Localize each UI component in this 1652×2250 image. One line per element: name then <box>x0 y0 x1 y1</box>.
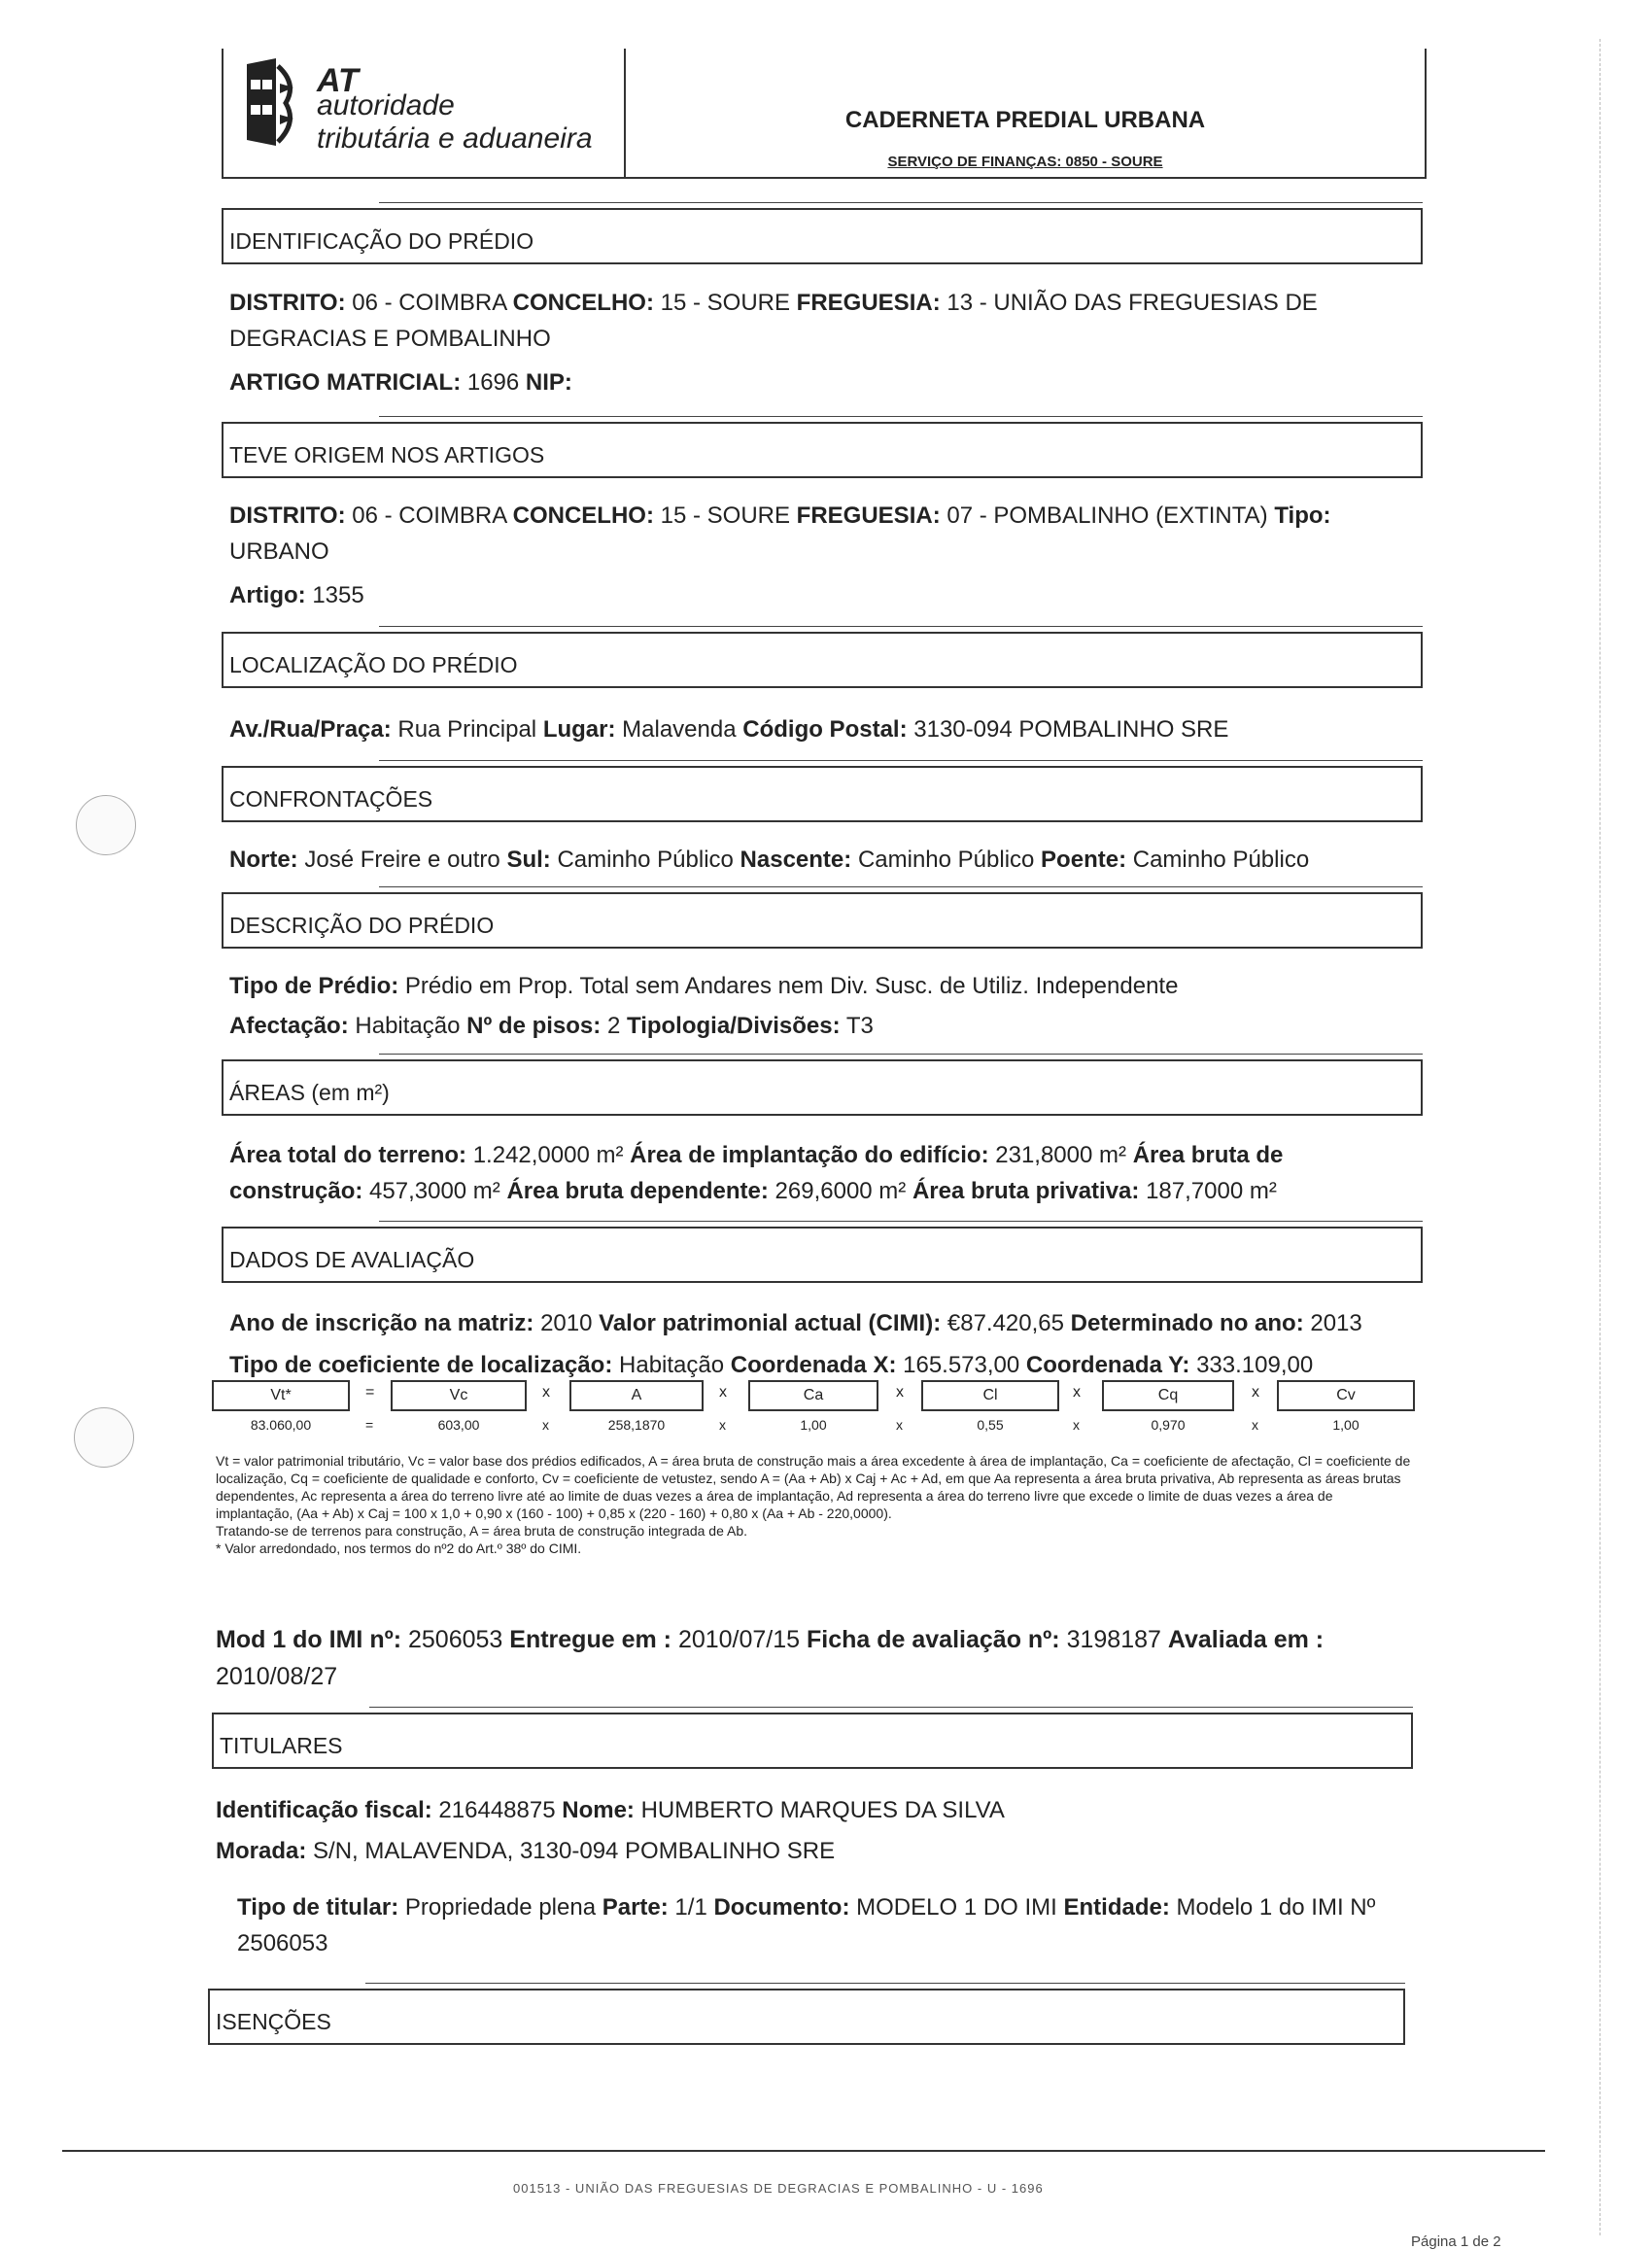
page-title: CADERNETA PREDIAL URBANA <box>844 107 1206 133</box>
afectacao-label: Afectação: <box>229 1013 349 1039</box>
sul-label: Sul: <box>506 847 551 873</box>
formula-op: x <box>1073 1384 1081 1401</box>
avaliada-label: Avaliada em : <box>1167 1626 1325 1653</box>
avaliacao-ano-line <box>229 1305 1405 1341</box>
section-avaliacao <box>222 1227 1423 1283</box>
section-title: CONFRONTAÇÕES <box>229 786 433 812</box>
determinado-label: Determinado no ano: <box>1070 1310 1304 1336</box>
tipo-predio-label: Tipo de Prédio: <box>229 973 399 999</box>
formula-cv-value: 1,00 <box>1332 1417 1359 1433</box>
sul-value: Caminho Público <box>557 847 734 873</box>
page-number: Página 1 de 2 <box>1411 2233 1501 2250</box>
document-header <box>222 49 1427 179</box>
area-bruta-dependente-value: 269,6000 m² <box>774 1178 907 1204</box>
documento-value: MODELO 1 DO IMI <box>856 1894 1057 1921</box>
formula-op: x <box>719 1384 727 1401</box>
formula-op: x <box>1073 1417 1080 1433</box>
entidade-value: Modelo 1 do IMI Nº 2506053 <box>237 1894 1376 1956</box>
entregue-value: 2010/07/15 <box>677 1626 801 1653</box>
formula-vt-value: 83.060,00 <box>250 1417 312 1433</box>
service-subtitle: SERVIÇO DE FINANÇAS: 0850 - SOURE <box>887 154 1163 170</box>
norte-label: Norte: <box>229 847 298 873</box>
formula-op: x <box>896 1417 903 1433</box>
distrito-value: 06 - COIMBRA <box>352 290 506 316</box>
distrito-label: DISTRITO: <box>229 290 346 316</box>
valor-patrimonial-label: Valor patrimonial actual (CIMI): <box>599 1310 942 1336</box>
area-terreno-value: 1.242,0000 m² <box>472 1142 624 1168</box>
nip-label: NIP: <box>525 369 572 396</box>
coord-y-label: Coordenada Y: <box>1025 1352 1190 1378</box>
punch-hole-bottom <box>74 1407 134 1468</box>
rua-label: Av./Rua/Praça: <box>229 716 392 743</box>
area-bruta-construcao-value: 457,3000 m² <box>369 1178 500 1204</box>
area-terreno-label: Área total do terreno: <box>229 1142 467 1168</box>
section-rule <box>379 1054 1423 1055</box>
section-localizacao <box>222 632 1423 688</box>
formula-note-arredondado: * Valor arredondado, nos termos do nº2 do Art.º 38º do CIMI. <box>216 1540 582 1556</box>
section-titulares <box>212 1713 1413 1769</box>
coef-localizacao-value: Habitação <box>619 1352 725 1378</box>
formula-note-definitions: Vt = valor patrimonial tributário, Vc = valor base dos prédios edificados, A = área bruta de construção mais a área excedente à área de implantação, Ca = coeficiente de afectação, Cl = coeficiente de localização, Cq = coeficiente de qualidade e conforto, Cv = coeficiente de vetustez, sendo A = (Aa + Ab) x Caj + Ac + Ad, em que Aa representa a área bruta privativa, Ab representa as áreas brutas dependentes, Ac representa a área do terreno livre até ao limite de duas vezes a área de implantação, Ad representa a área do terreno livre que excede o limite de duas vezes a área de implantação, (Aa + Ab) x Caj = 100 x 1,0 + 0,90 x (160 - 100) + 0,85 x (220 - 160) + 0,80 x (Aa + Ab - 220,0000). <box>216 1453 1411 1521</box>
at-emblem-icon <box>237 54 301 152</box>
formula-op: x <box>719 1417 726 1433</box>
concelho-value: 15 - SOURE <box>660 290 790 316</box>
nome-value: HUMBERTO MARQUES DA SILVA <box>640 1797 1005 1823</box>
nascente-value: Caminho Público <box>857 847 1035 873</box>
ficha-value: 3198187 <box>1066 1626 1161 1653</box>
coord-x-label: Coordenada X: <box>730 1352 897 1378</box>
tipologia-label: Tipologia/Divisões: <box>626 1013 841 1039</box>
titulares-tipo-line <box>237 1889 1413 1961</box>
nif-value: 216448875 <box>438 1797 556 1823</box>
formula-ca-box: Ca <box>748 1380 878 1411</box>
lugar-value: Malavenda <box>622 716 737 743</box>
section-rule <box>379 626 1423 627</box>
pisos-label: Nº de pisos: <box>466 1013 602 1039</box>
origem-details <box>229 498 1405 570</box>
formula-op: x <box>1252 1384 1259 1401</box>
section-rule <box>365 1983 1405 1984</box>
confrontacoes-details <box>229 842 1405 878</box>
formula-notes <box>216 1452 1411 1557</box>
avaliada-value: 2010/08/27 <box>216 1663 338 1690</box>
descricao-afectacao-line <box>229 1008 1405 1044</box>
formula-a-value: 258,1870 <box>607 1417 666 1433</box>
area-bruta-construcao-label: Área bruta de construção: <box>229 1142 1284 1204</box>
morada-label: Morada: <box>216 1838 307 1864</box>
section-rule <box>379 202 1423 203</box>
identificacao-details <box>229 285 1405 357</box>
nascente-label: Nascente: <box>740 847 852 873</box>
section-descricao <box>222 892 1423 949</box>
origem-freguesia-label: FREGUESIA: <box>796 502 941 529</box>
norte-value: José Freire e outro <box>304 847 500 873</box>
origem-distrito-label: DISTRITO: <box>229 502 346 529</box>
freguesia-label: FREGUESIA: <box>796 290 941 316</box>
section-title: DESCRIÇÃO DO PRÉDIO <box>229 913 495 938</box>
origem-artigo-line <box>229 577 1405 613</box>
coord-x-value: 165.573,00 <box>903 1352 1020 1378</box>
section-title: ÁREAS (em m²) <box>229 1080 390 1105</box>
logo-line-2: tributária e aduaneira <box>317 122 593 155</box>
artigo-value: 1696 <box>466 369 520 396</box>
coord-y-value: 333.109,00 <box>1196 1352 1314 1378</box>
origem-concelho-label: CONCELHO: <box>512 502 654 529</box>
logo-at: AT <box>317 62 359 99</box>
formula-op: = <box>365 1417 374 1433</box>
determinado-value: 2013 <box>1310 1310 1362 1336</box>
section-title: ISENÇÕES <box>216 2009 331 2034</box>
localizacao-details <box>229 711 1405 747</box>
footer-reference: 001513 - UNIÃO DAS FREGUESIAS DE DEGRACIAS E POMBALINHO - U - 1696 <box>513 2181 1044 2196</box>
afectacao-value: Habitação <box>355 1013 461 1039</box>
formula-vc-box: Vc <box>391 1380 527 1411</box>
descricao-tipo-line <box>229 968 1405 1004</box>
section-rule <box>379 886 1423 887</box>
section-title: TEVE ORIGEM NOS ARTIGOS <box>229 442 545 467</box>
valor-patrimonial-value: €87.420,65 <box>946 1310 1064 1336</box>
ficha-label: Ficha de avaliação nº: <box>807 1626 1060 1653</box>
punch-hole-top <box>76 795 136 855</box>
logo-line-1: autoridade <box>317 89 455 121</box>
section-title: IDENTIFICAÇÃO DO PRÉDIO <box>229 228 534 254</box>
formula-note-terrenos: Tratando-se de terrenos para construção, A = área bruta de construção integrada de Ab. <box>216 1523 747 1539</box>
ano-inscricao-value: 2010 <box>540 1310 593 1336</box>
tipo-titular-value: Propriedade plena <box>404 1894 597 1921</box>
freguesia-value: 13 - UNIÃO DAS FREGUESIAS DE DEGRACIAS E POMBALINHO <box>229 290 1318 352</box>
formula-op: x <box>542 1417 549 1433</box>
entregue-label: Entregue em : <box>509 1626 671 1653</box>
area-bruta-dependente-label: Área bruta dependente: <box>506 1178 769 1204</box>
section-identificacao <box>222 208 1423 264</box>
section-origem <box>222 422 1423 478</box>
documento-label: Documento: <box>713 1894 850 1921</box>
section-rule <box>379 416 1423 417</box>
origem-distrito-value: 06 - COIMBRA <box>352 502 506 529</box>
section-rule <box>379 760 1423 761</box>
formula-cl-box: Cl <box>921 1380 1059 1411</box>
entidade-label: Entidade: <box>1063 1894 1170 1921</box>
section-confrontacoes <box>222 766 1423 822</box>
pisos-value: 2 <box>606 1013 621 1039</box>
formula-cq-box: Cq <box>1102 1380 1234 1411</box>
tipo-titular-label: Tipo de titular: <box>237 1894 399 1921</box>
tipologia-value: T3 <box>845 1013 874 1039</box>
codigo-postal-value: 3130-094 POMBALINHO SRE <box>913 716 1229 743</box>
mod-value: 2506053 <box>408 1626 503 1653</box>
area-bruta-privativa-value: 187,7000 m² <box>1146 1178 1277 1204</box>
formula-op: x <box>896 1384 904 1401</box>
mod-label: Mod 1 do IMI nº: <box>216 1626 402 1653</box>
nif-label: Identificação fiscal: <box>216 1797 432 1823</box>
area-implantacao-label: Área de implantação do edifício: <box>630 1142 989 1168</box>
section-areas <box>222 1059 1423 1116</box>
section-title: LOCALIZAÇÃO DO PRÉDIO <box>229 652 518 677</box>
formula-op: x <box>542 1384 550 1401</box>
footer-rule <box>62 2150 1545 2152</box>
formula-vt-box: Vt* <box>212 1380 350 1411</box>
ano-inscricao-label: Ano de inscrição na matriz: <box>229 1310 534 1336</box>
formula-cl-value: 0,55 <box>977 1417 1004 1433</box>
lugar-label: Lugar: <box>542 716 616 743</box>
titulares-nif-line <box>216 1792 1392 1828</box>
titulares-morada-line <box>216 1833 1392 1869</box>
origem-concelho-value: 15 - SOURE <box>660 502 790 529</box>
avaliacao-modelo-line <box>216 1621 1392 1695</box>
origem-artigo-label: Artigo: <box>229 582 306 608</box>
origem-tipo-label: Tipo: <box>1274 502 1331 529</box>
formula-cv-box: Cv <box>1277 1380 1415 1411</box>
formula-op: x <box>1252 1417 1258 1433</box>
origem-freguesia-value: 07 - POMBALINHO (EXTINTA) <box>946 502 1268 529</box>
section-isencoes <box>208 1989 1405 2045</box>
poente-value: Caminho Público <box>1132 847 1310 873</box>
section-rule <box>379 1221 1423 1222</box>
codigo-postal-label: Código Postal: <box>742 716 908 743</box>
formula-op: = <box>365 1384 375 1401</box>
coef-localizacao-label: Tipo de coeficiente de localização: <box>229 1352 613 1378</box>
rua-value: Rua Principal <box>397 716 537 743</box>
section-title: TITULARES <box>220 1733 343 1758</box>
formula-cq-value: 0,970 <box>1151 1417 1186 1433</box>
formula-ca-value: 1,00 <box>800 1417 827 1433</box>
areas-details <box>229 1137 1405 1209</box>
scan-edge-line <box>1600 39 1601 2235</box>
area-bruta-privativa-label: Área bruta privativa: <box>912 1178 1140 1204</box>
formula-a-box: A <box>569 1380 704 1411</box>
concelho-label: CONCELHO: <box>512 290 654 316</box>
tipo-predio-value: Prédio em Prop. Total sem Andares nem Div. Susc. de Utiliz. Independente <box>404 973 1179 999</box>
parte-label: Parte: <box>602 1894 669 1921</box>
origem-artigo-value: 1355 <box>312 582 364 608</box>
section-rule <box>369 1707 1413 1708</box>
morada-value: S/N, MALAVENDA, 3130-094 POMBALINHO SRE <box>313 1838 836 1864</box>
parte-value: 1/1 <box>674 1894 707 1921</box>
nome-label: Nome: <box>562 1797 635 1823</box>
poente-label: Poente: <box>1041 847 1127 873</box>
artigo-label: ARTIGO MATRICIAL: <box>229 369 462 396</box>
formula-vc-value: 603,00 <box>437 1417 480 1433</box>
area-implantacao-value: 231,8000 m² <box>995 1142 1127 1168</box>
artigo-line <box>229 364 1405 400</box>
section-title: DADOS DE AVALIAÇÃO <box>229 1247 475 1272</box>
origem-tipo-value: URBANO <box>229 538 329 565</box>
avaliacao-coef-line <box>229 1347 1405 1383</box>
